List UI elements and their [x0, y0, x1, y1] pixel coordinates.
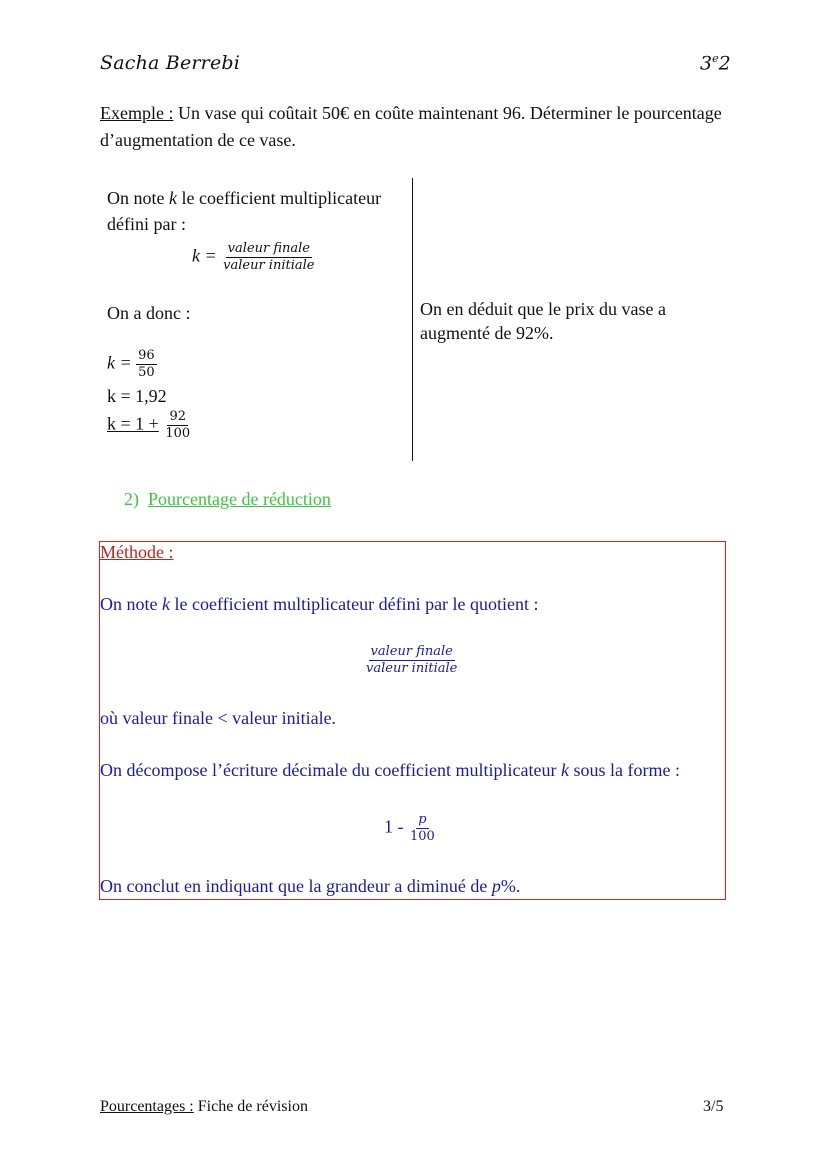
- method-line-2: où valeur finale < valeur initiale.: [100, 708, 337, 728]
- k-definition-formula: k = $\frac{\text{valeur finale}}{\text{valeur initiale}}$: [192, 241, 315, 273]
- definition-text: On note k le coefficient multiplicateur défini par :: [107, 188, 382, 234]
- method-line-3: On décompose l’écriture décimale du coefficient multiplicateur k sous la forme :: [100, 760, 680, 780]
- author-name: Sacha Berrebi: [100, 52, 241, 74]
- calc-line-2: k = 1,92: [107, 386, 167, 406]
- on-a-donc: On a donc :: [107, 303, 191, 323]
- conclusion-text: On en déduit que le prix du vase a augmenté de 92%.: [420, 299, 666, 343]
- example-paragraph: [100, 100, 740, 154]
- example-text: Un vase qui coûtait 50€ en coûte maintenant 96. Déterminer le pourcentage d’augmentation de ce vase.: [100, 103, 722, 150]
- method-line-4: On conclut en indiquant que la grandeur a diminué de p%.: [100, 876, 521, 896]
- calc-line-1: k = $\frac{96}{50}$: [107, 348, 155, 380]
- method-label: Méthode :: [100, 542, 174, 562]
- page-number: 3/5: [703, 1098, 724, 1115]
- section-title: 2) Pourcentage de réduction: [124, 489, 331, 509]
- method-line-1: On note k le coefficient multiplicateur défini par le quotient :: [100, 594, 539, 614]
- calc-line-3: k = 1 + $\frac{92}{100}$: [107, 409, 191, 441]
- class-label: 3e2: [700, 52, 731, 75]
- example-label: Exemple :: [100, 103, 174, 123]
- left-column: [107, 185, 407, 442]
- column-divider: [412, 178, 413, 461]
- method-formula: 1 - $\frac{p}{100}$: [384, 812, 435, 844]
- footer-title: Pourcentages : Fiche de révision: [100, 1098, 308, 1115]
- method-quotient: $\frac{\text{valeur finale}}{\text{valeur initiale}}$: [366, 644, 458, 676]
